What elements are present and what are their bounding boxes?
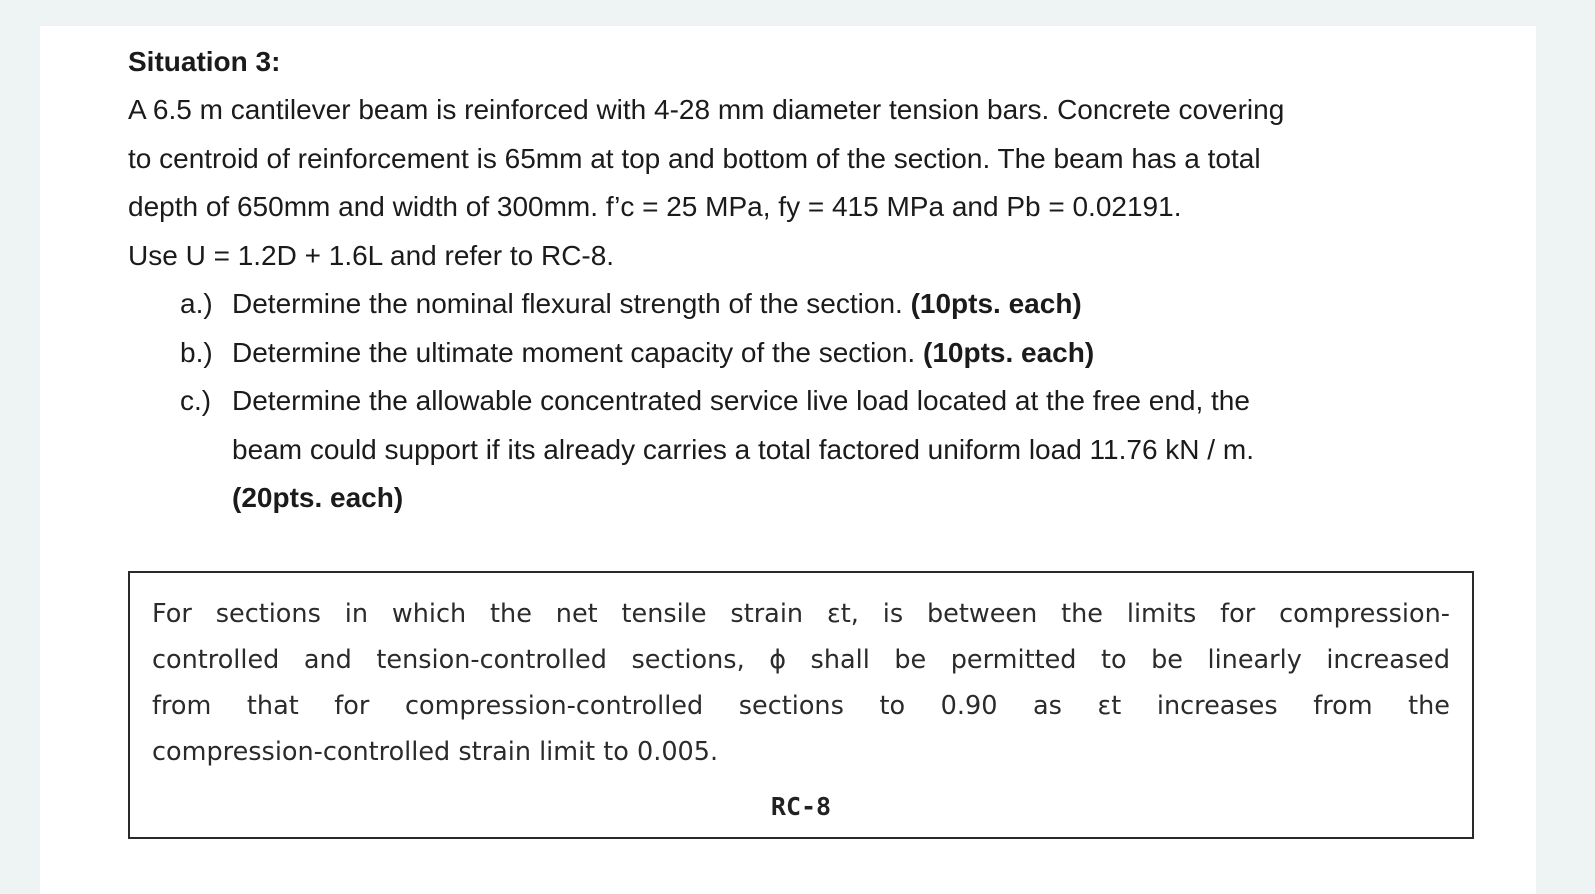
situation-paragraph xyxy=(128,86,1508,280)
reference-label: RC-8 xyxy=(770,792,832,821)
question-item-c xyxy=(180,377,1508,523)
situation-section xyxy=(128,38,1508,523)
question-label: a.) xyxy=(180,288,213,319)
question-label: b.) xyxy=(180,336,213,368)
question-text: Determine the nominal flexural strength of the section. xyxy=(232,288,903,319)
paragraph-line: A 6.5 m cantilever beam is reinforced with 4-28 mm diameter tension bars. Concrete covering xyxy=(128,94,1285,125)
question-points: (10pts. each) xyxy=(923,336,1095,368)
question-text: beam could support if its already carries a total factored uniform load 11.76 kN / m. xyxy=(232,433,1254,465)
paragraph-line: Use U = 1.2D + 1.6L and refer to RC-8. xyxy=(128,239,615,271)
question-item-b xyxy=(180,329,1508,378)
paragraph-line: depth of 650mm and width of 300mm. f’c = 25 MPa, fy = 415 MPa and Pb = 0.02191. xyxy=(128,191,1182,222)
situation-title: Situation 3: xyxy=(128,46,281,77)
question-text: Determine the allowable concentrated service live load located at the free end, the xyxy=(232,385,1250,416)
question-item-a xyxy=(180,280,1508,329)
reference-line: from that for compression-controlled sections to 0.90 as εt increases from the xyxy=(152,691,1450,721)
paragraph-line: to centroid of reinforcement is 65mm at top and bottom of the section. The beam has a total xyxy=(128,142,1261,174)
reference-line: compression-controlled strain limit to 0.005. xyxy=(152,737,719,767)
question-points: (20pts. each) xyxy=(232,482,404,513)
question-list xyxy=(180,280,1508,523)
reference-box-rc-8 xyxy=(128,571,1474,839)
reference-line: controlled and tension-controlled sections, ϕ shall be permitted to be linearly increased xyxy=(152,645,1450,675)
question-label: c.) xyxy=(180,385,212,416)
reference-line: For sections in which the net tensile strain εt, is between the limits for compression- xyxy=(152,599,1450,629)
question-text: Determine the ultimate moment capacity of the section. xyxy=(232,336,916,368)
question-points: (10pts. each) xyxy=(910,288,1082,319)
